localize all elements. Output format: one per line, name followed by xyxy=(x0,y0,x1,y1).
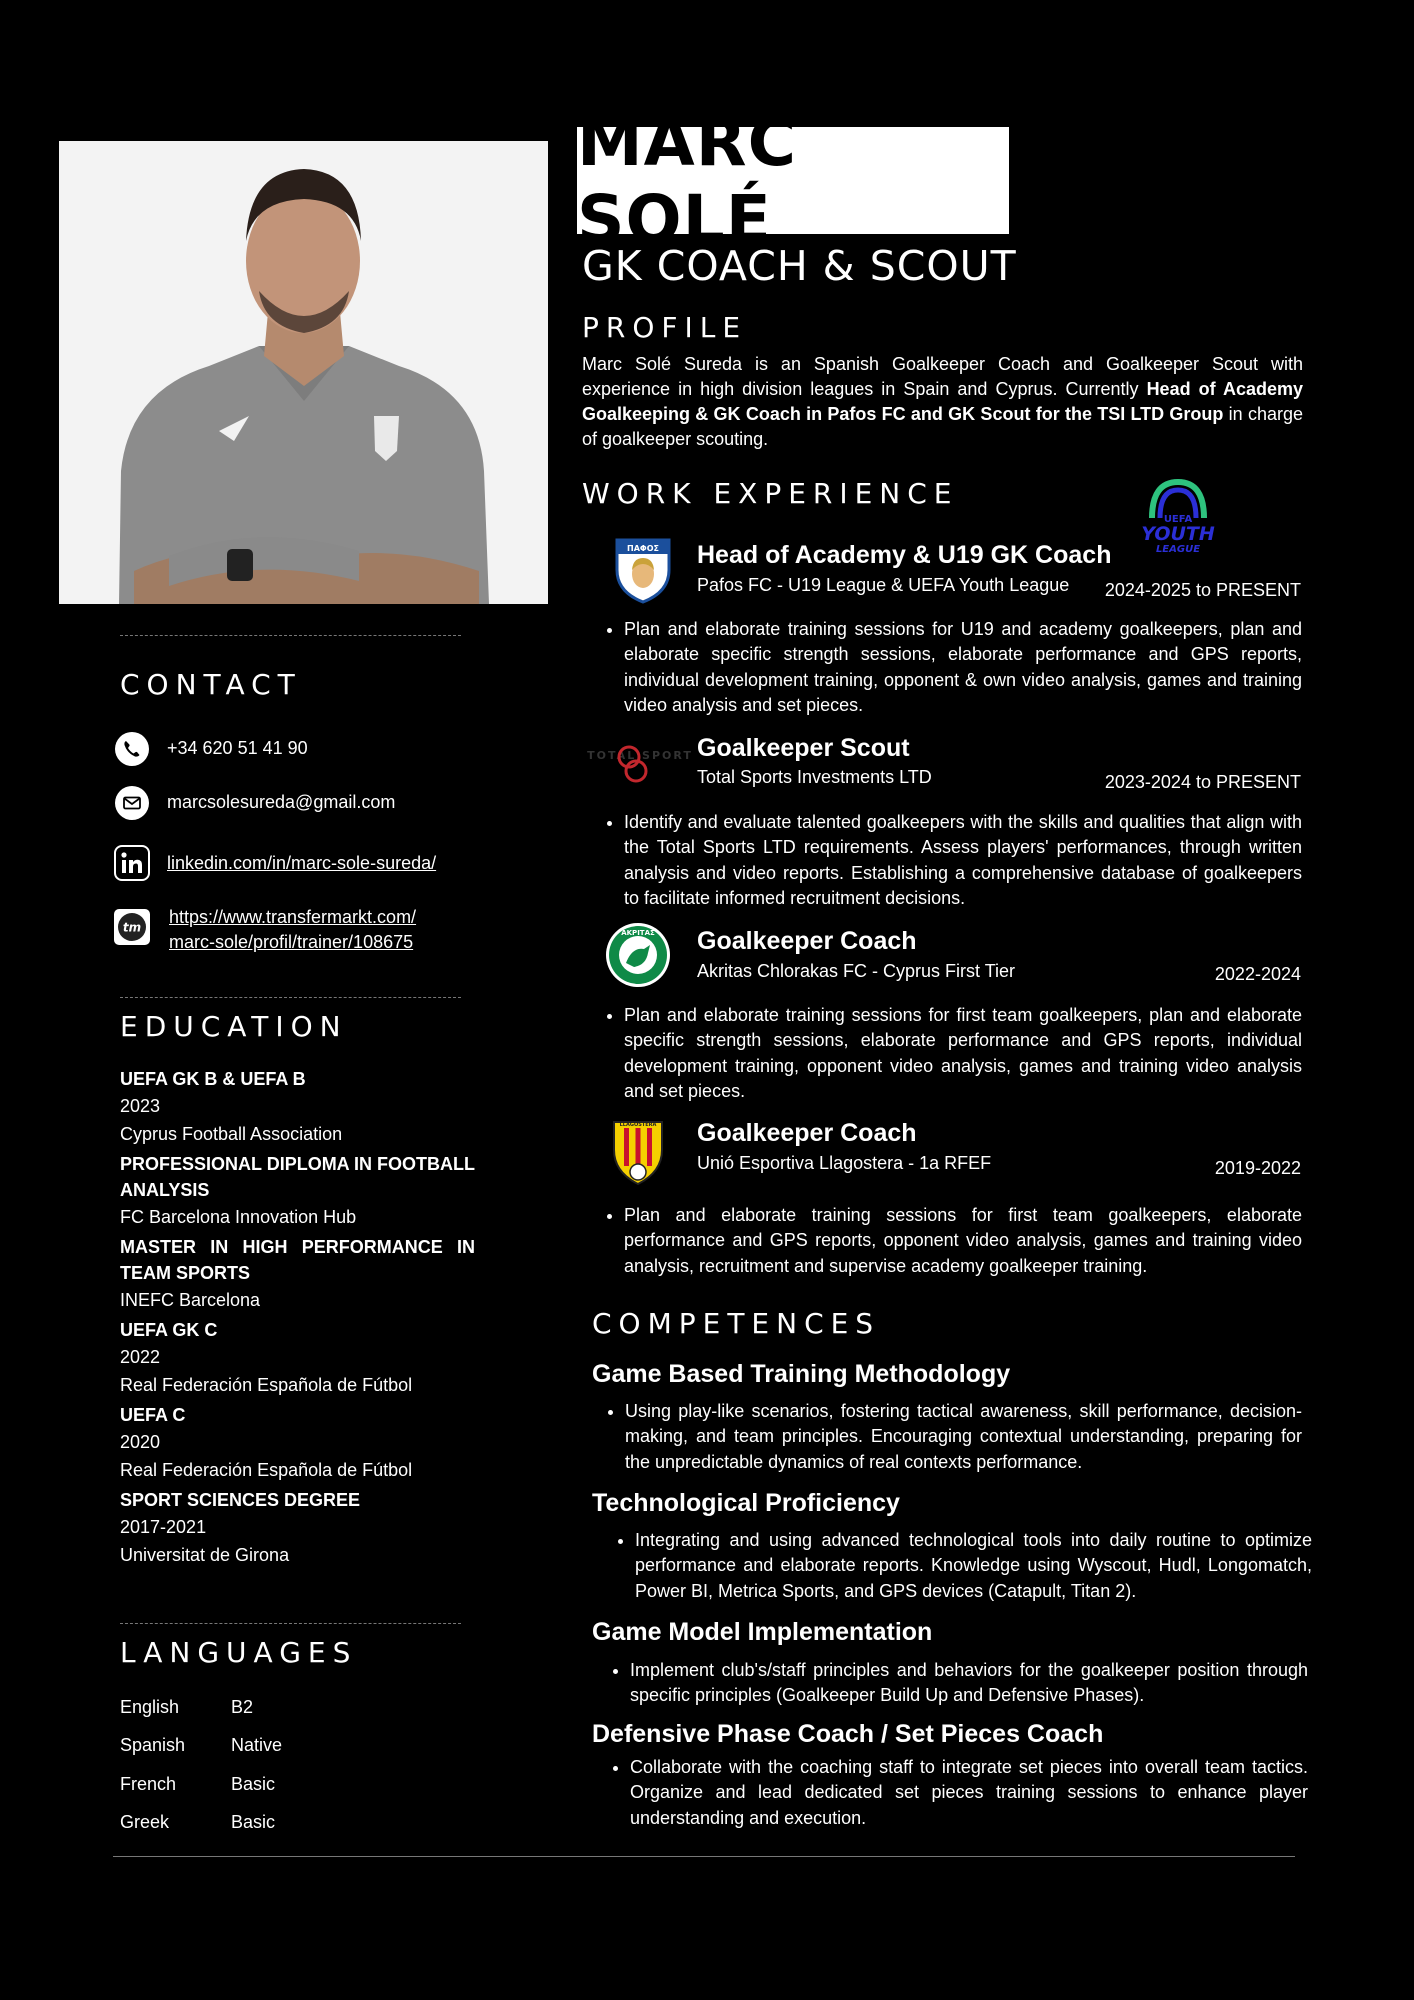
competence-bullet: • Using play-like scenarios, fostering tactical awareness, skill performance, decision-making, and team principles. Encouraging contextual understanding, preparing for the unpredictable dynamics of real contexts performance. xyxy=(625,1399,1302,1475)
job-dates: 2022-2024 xyxy=(1214,964,1301,984)
job-title: Goalkeeper Coach xyxy=(697,1119,917,1147)
profile-photo xyxy=(59,141,548,604)
phone-number[interactable]: +34 620 51 41 90 xyxy=(167,738,308,758)
profile-text-part2: in charge of goalkeeper scouting. xyxy=(582,404,1303,449)
competence-bullet: • Integrating and using advanced technological tools into daily routine to optimize performance and elaborate reports. Knowledge using Wyscout, Hudl, Longomatch, Power BI, Metrica Sports, and GPS devices (Catapult, Titan 2). xyxy=(635,1528,1312,1604)
job-bullet: • Plan and elaborate training sessions for U19 and academy goalkeepers, plan and elaborate specific strength sessions, elaborate performance and GPS reports, individual development training, opponent & own video analysis, games and training video analysis and set pieces. xyxy=(624,617,1302,718)
profile-title: PROFILE xyxy=(582,311,748,344)
languages-divider xyxy=(120,1623,461,1624)
akritas-chlorakas-logo xyxy=(604,921,668,985)
svg-text:LEAGUE: LEAGUE xyxy=(1155,544,1201,555)
svg-text:UEFA: UEFA xyxy=(1163,514,1193,525)
education-item xyxy=(120,1402,475,1484)
job-bullets xyxy=(600,617,1302,718)
email-address[interactable]: marcsolesureda@gmail.com xyxy=(167,792,396,812)
job-title: Goalkeeper Scout xyxy=(697,734,910,762)
language-name: Spanish xyxy=(120,1735,186,1756)
job-dates: 2023-2024 to PRESENT xyxy=(1104,772,1301,792)
competence-bullets xyxy=(611,1528,1312,1604)
education-title: EDUCATION xyxy=(120,1010,348,1043)
education-list xyxy=(120,1066,475,1572)
education-institution: INEFC Barcelona xyxy=(120,1290,261,1310)
education-degree: UEFA GK C xyxy=(120,1320,218,1340)
education-institution: Real Federación Española de Fútbol xyxy=(120,1375,413,1395)
svg-text:ΑΚΡΙΤΑΣ: ΑΚΡΙΤΑΣ xyxy=(621,929,655,937)
name-banner xyxy=(577,103,1009,258)
competence-title: Game Model Implementation xyxy=(592,1618,933,1646)
svg-text:YOUTH: YOUTH xyxy=(1141,523,1215,545)
education-institution: FC Barcelona Innovation Hub xyxy=(120,1207,357,1227)
education-year: 2023 xyxy=(120,1096,161,1116)
competence-bullets xyxy=(601,1399,1302,1475)
competence-title: Defensive Phase Coach / Set Pieces Coach xyxy=(592,1720,1104,1748)
education-degree: UEFA GK B & UEFA B xyxy=(120,1069,306,1089)
mail-icon xyxy=(114,785,150,821)
education-degree: PROFESSIONAL DIPLOMA IN FOOTBALL ANALYSIS xyxy=(120,1154,475,1200)
job-company: Unió Esportiva Llagostera - 1a RFEF xyxy=(697,1153,992,1173)
work-experience-title: WORK EXPERIENCE xyxy=(582,477,959,510)
education-divider xyxy=(120,997,461,998)
email-row xyxy=(114,785,395,821)
language-row xyxy=(120,1804,282,1843)
transfermarkt-row xyxy=(114,905,416,955)
svg-text:tm: tm xyxy=(122,920,142,935)
language-row xyxy=(120,1688,282,1727)
full-name: MARC SOLÉ xyxy=(577,103,798,258)
language-name: Greek xyxy=(120,1812,170,1833)
education-item xyxy=(120,1234,475,1314)
job-dates: 2024-2025 to PRESENT xyxy=(1104,580,1301,600)
education-degree: UEFA C xyxy=(120,1405,186,1425)
phone-row xyxy=(114,731,308,767)
svg-text:TOTAL SPORT: TOTAL SPORT xyxy=(587,749,693,762)
job-bullets xyxy=(600,1203,1302,1279)
competence-bullet: • Collaborate with the coaching staff to integrate set pieces into overall team tactics. Organize and lead dedicated set pieces training sessions to enhance player understanding and execution. xyxy=(630,1755,1308,1831)
language-level: Basic xyxy=(231,1812,276,1833)
uefa-youth-league-logo xyxy=(1138,478,1218,556)
language-row xyxy=(120,1727,282,1766)
competence-title: Game Based Training Methodology xyxy=(592,1360,1011,1388)
education-item xyxy=(120,1487,475,1569)
competence-bullets xyxy=(606,1658,1308,1709)
language-level: Basic xyxy=(231,1773,276,1794)
phone-icon xyxy=(114,731,150,767)
transfermarkt-icon xyxy=(114,909,150,945)
language-level: B2 xyxy=(231,1696,254,1717)
education-item xyxy=(120,1066,475,1148)
competence-title: Technological Proficiency xyxy=(592,1489,900,1517)
job-bullet: • Identify and evaluate talented goalkeepers with the skills and qualities that align with the Total Sports LTD requirements. Assess players' performances, through written analysis and video reports. Establishing a comprehensive database of goalkeepers to facilitate informed recruitment decisions. xyxy=(624,810,1302,911)
pafos-fc-logo xyxy=(611,534,675,598)
transfermarkt-link-line2[interactable]: marc-sole/profil/trainer/108675 xyxy=(169,932,414,952)
job-company: Total Sports Investments LTD xyxy=(697,767,932,787)
job-bullets xyxy=(600,1003,1302,1104)
languages-title: LANGUAGES xyxy=(120,1636,358,1669)
transfermarkt-link-line1[interactable]: https://www.transfermarkt.com/ xyxy=(169,907,417,927)
profile-text-part1: Marc Solé Sureda is an Spanish Goalkeeper Coach and Goalkeeper Scout with experience in high division leagues in Spain and Cyprus. Currently xyxy=(582,354,1303,399)
languages-list xyxy=(120,1688,282,1842)
linkedin-row xyxy=(114,845,436,881)
linkedin-icon xyxy=(114,845,150,881)
job-title: Head of Academy & U19 GK Coach xyxy=(697,541,1112,569)
job-company: Akritas Chlorakas FC - Cyprus First Tier xyxy=(697,961,1016,981)
role-title: GK COACH & SCOUT xyxy=(582,242,1017,290)
contact-divider xyxy=(120,635,461,636)
education-degree: SPORT SCIENCES DEGREE xyxy=(120,1490,361,1510)
education-year: 2022 xyxy=(120,1347,161,1367)
competence-bullets xyxy=(606,1755,1308,1831)
competences-title: COMPETENCES xyxy=(592,1307,881,1340)
education-item xyxy=(120,1151,475,1231)
job-title: Goalkeeper Coach xyxy=(697,927,917,955)
education-year: 2017-2021 xyxy=(120,1517,207,1537)
job-dates: 2019-2022 xyxy=(1214,1158,1301,1178)
footer-divider xyxy=(113,1856,1295,1857)
language-name: French xyxy=(120,1773,177,1794)
job-bullet: • Plan and elaborate training sessions for first team goalkeepers, elaborate performance and GPS reports, opponent video analysis, games and training video analysis, recruitment and supervise academy goalkeeper training. xyxy=(624,1203,1302,1279)
svg-text:ΠΑΦΟΣ: ΠΑΦΟΣ xyxy=(627,544,659,553)
total-sports-logo xyxy=(587,735,693,799)
education-degree: MASTER IN HIGH PERFORMANCE IN TEAM SPORTS xyxy=(120,1237,475,1283)
education-institution: Real Federación Española de Fútbol xyxy=(120,1460,413,1480)
linkedin-link[interactable]: linkedin.com/in/marc-sole-sureda/ xyxy=(167,853,437,873)
contact-title: CONTACT xyxy=(120,668,302,701)
transfermarkt-link[interactable] xyxy=(169,905,416,955)
profile-text-bold: Head of Academy Goalkeeping & GK Coach in Pafos FC and GK Scout for the TSI LTD Group xyxy=(582,379,1303,424)
language-row xyxy=(120,1765,282,1804)
competence-bullet: • Implement club's/staff principles and behaviors for the goalkeeper position through specific principles (Goalkeeper Build Up and Defensive Phases). xyxy=(630,1658,1308,1709)
svg-text:LLAGOSTERA: LLAGOSTERA xyxy=(619,1122,657,1128)
llagostera-logo xyxy=(606,1114,670,1178)
profile-text xyxy=(582,352,1303,452)
job-bullet: • Plan and elaborate training sessions for first team goalkeepers, plan and elaborate specific strength sessions, elaborate performance and GPS reports, individual development training, opponent video analysis, games and training video analysis and set pieces. xyxy=(624,1003,1302,1104)
language-name: English xyxy=(120,1696,180,1717)
job-bullets xyxy=(600,810,1302,911)
job-company: Pafos FC - U19 League & UEFA Youth League xyxy=(697,575,1070,595)
language-level: Native xyxy=(231,1735,283,1756)
education-institution: Universitat de Girona xyxy=(120,1545,290,1565)
education-institution: Cyprus Football Association xyxy=(120,1124,343,1144)
education-item xyxy=(120,1317,475,1399)
education-year: 2020 xyxy=(120,1432,161,1452)
